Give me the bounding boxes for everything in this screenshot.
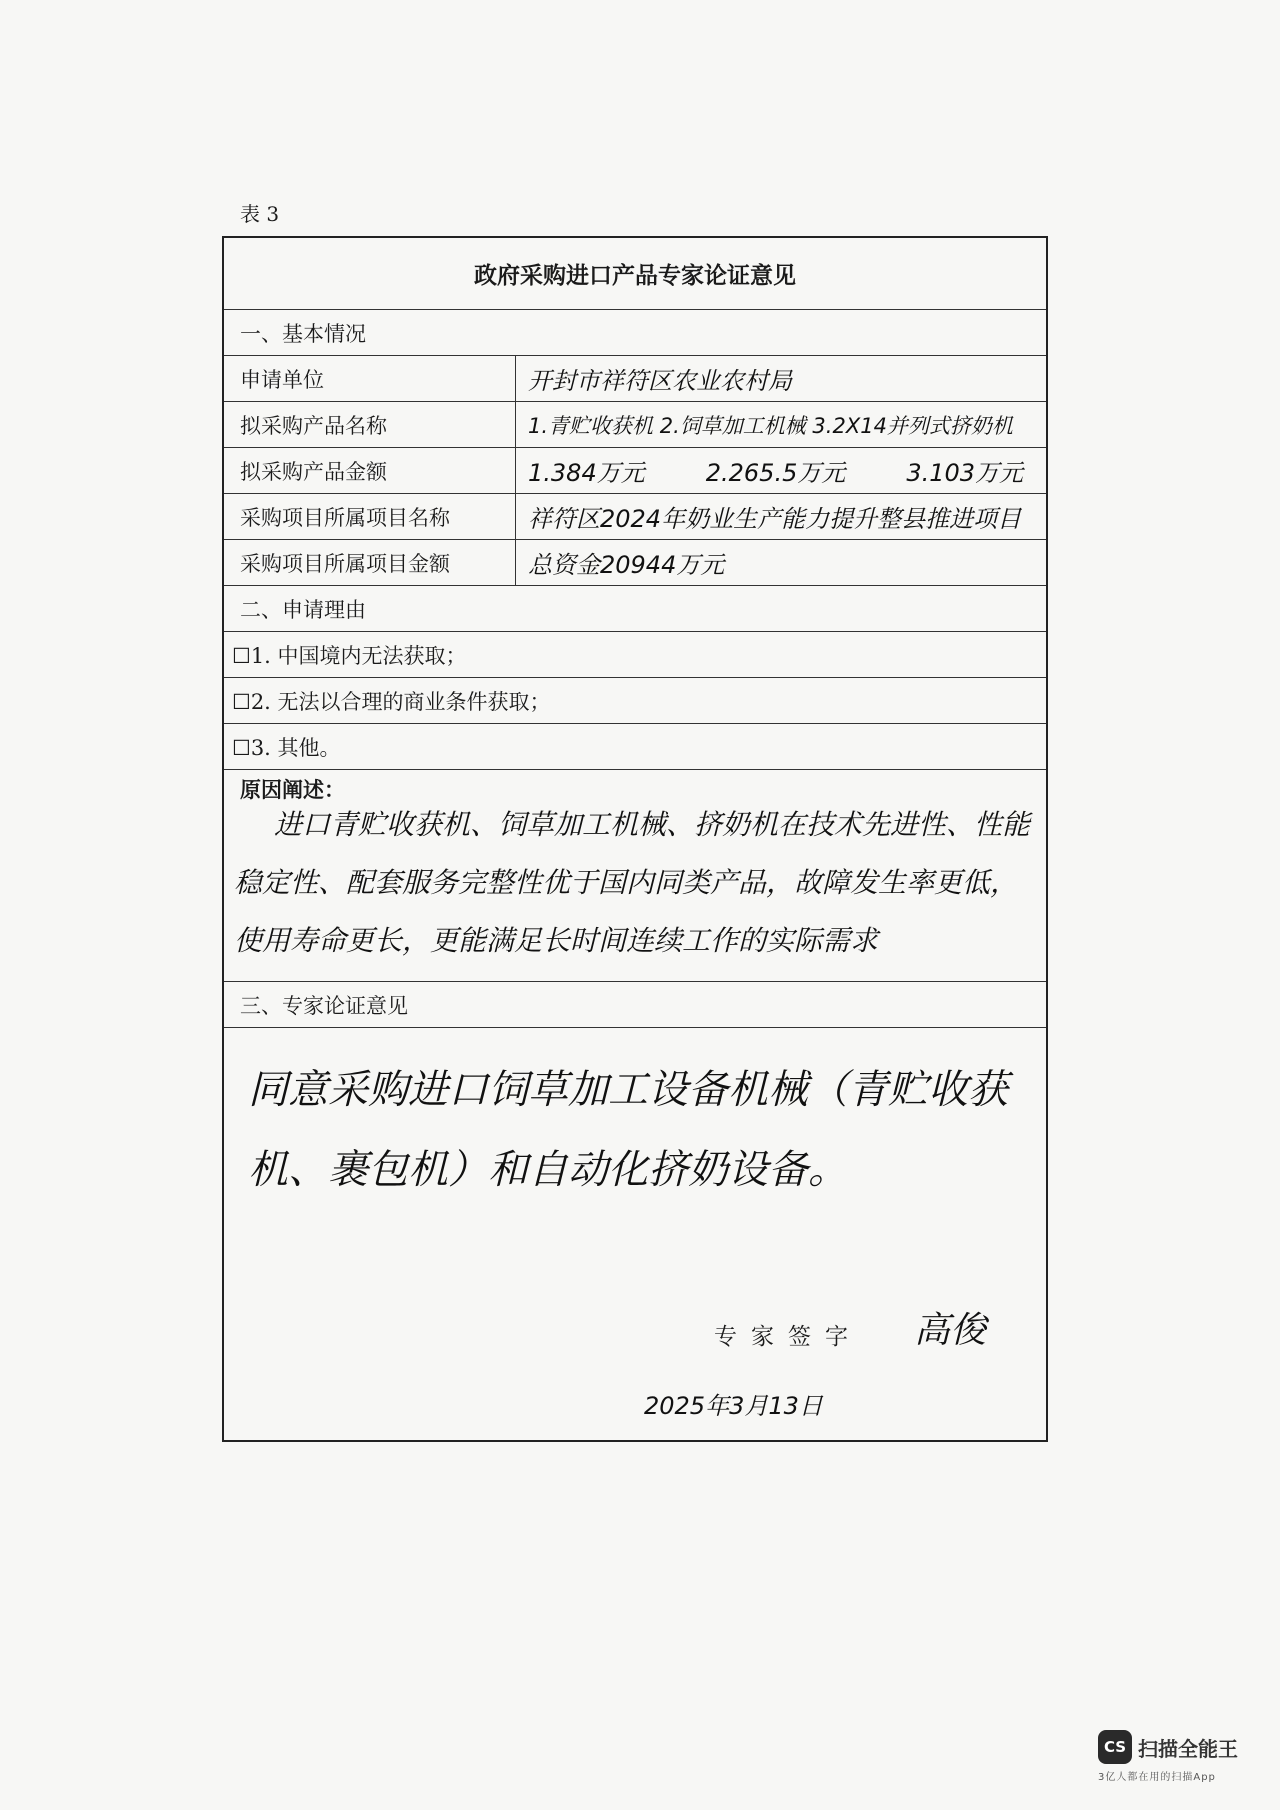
section-heading: 二、申请理由 bbox=[240, 597, 366, 622]
section-heading: 三、专家论证意见 bbox=[240, 993, 408, 1018]
info-label: 申请单位 bbox=[224, 356, 516, 401]
opinion-block bbox=[224, 1028, 1046, 1442]
info-row-product-amount bbox=[224, 448, 1046, 494]
sign-date: 2025年3月13日 bbox=[644, 1392, 823, 1420]
checkbox-option: ☐1. 中国境内无法获取； bbox=[232, 643, 467, 668]
reason-option-2 bbox=[224, 678, 1046, 724]
info-value: 祥符区2024年奶业生产能力提升整县推进项目 bbox=[528, 505, 1022, 533]
info-row-applicant bbox=[224, 356, 1046, 402]
checkbox-option: ☐3. 其他。 bbox=[232, 735, 341, 760]
table-label: 表 3 bbox=[240, 202, 280, 226]
info-label: 采购项目所属项目金额 bbox=[224, 540, 516, 585]
section-heading: 一、基本情况 bbox=[240, 321, 366, 346]
expert-sign-label: 专家签字 bbox=[714, 1324, 862, 1350]
form-title: 政府采购进口产品专家论证意见 bbox=[224, 238, 1046, 310]
checkbox-option: ☐2. 无法以合理的商业条件获取； bbox=[232, 689, 551, 714]
info-value: 开封市祥符区农业农村局 bbox=[528, 367, 792, 395]
section-basic-heading bbox=[224, 310, 1046, 356]
info-value: 总资金20944万元 bbox=[528, 551, 725, 579]
expert-opinion-form bbox=[222, 236, 1048, 1442]
info-label: 拟采购产品名称 bbox=[224, 402, 516, 447]
expert-signature: 高俊 bbox=[914, 1310, 987, 1351]
info-value: 1.384万元 2.265.5万元 3.103万元 bbox=[528, 459, 1024, 487]
info-row-project-name bbox=[224, 494, 1046, 540]
reason-option-1 bbox=[224, 632, 1046, 678]
reason-label: 原因阐述： bbox=[240, 777, 345, 802]
reason-text-body: 进口青贮收获机、饲草加工机械、挤奶机在技术先进性、性能稳定性、配套服务完整性优于国内同类产品，故障发生率更低，使用寿命更长，更能满足长时间连续工作的实际需求 bbox=[234, 808, 1031, 957]
info-value: 1.青贮收获机 2.饲草加工机械 3.2X14并列式挤奶机 bbox=[528, 413, 1013, 438]
opinion-text: 同意采购进口饲草加工设备机械（青贮收获机、裹包机）和自动化挤奶设备。 bbox=[248, 1067, 1008, 1193]
info-label: 拟采购产品金额 bbox=[224, 448, 516, 493]
scanner-watermark bbox=[1098, 1730, 1258, 1782]
reason-text bbox=[234, 796, 1038, 970]
watermark-tagline: 3亿人都在用的扫描App bbox=[1098, 1772, 1216, 1783]
section-opinion-heading bbox=[224, 982, 1046, 1028]
info-row-project-amount bbox=[224, 540, 1046, 586]
section-reason-heading bbox=[224, 586, 1046, 632]
info-label: 采购项目所属项目名称 bbox=[224, 494, 516, 539]
reason-option-3 bbox=[224, 724, 1046, 770]
camscanner-logo-icon: CS bbox=[1098, 1730, 1132, 1764]
info-row-product-name bbox=[224, 402, 1046, 448]
reason-explanation-block bbox=[224, 770, 1046, 982]
watermark-name: 扫描全能王 bbox=[1138, 1737, 1238, 1761]
